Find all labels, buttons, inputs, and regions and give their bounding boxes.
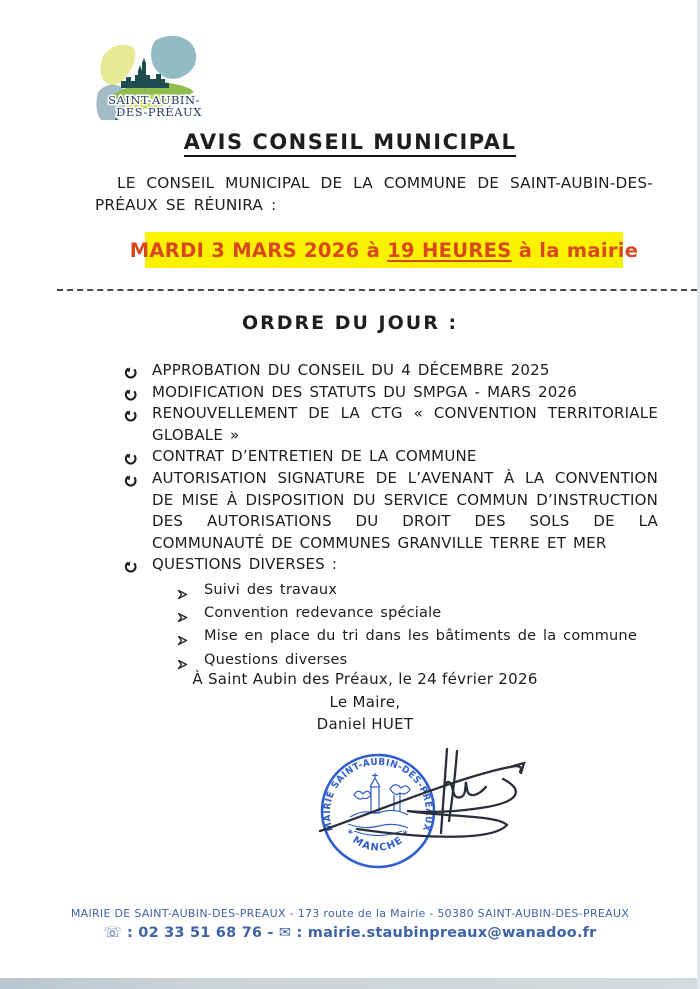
footer <box>0 906 700 944</box>
footer-colon: : <box>291 925 308 941</box>
logo-blob-teal <box>151 36 196 79</box>
agenda-subitem <box>176 625 658 648</box>
footer-colon: : <box>121 925 139 941</box>
scan-edge-bottom <box>0 978 700 989</box>
meeting-date-highlight <box>129 232 639 268</box>
agenda-item <box>122 403 658 446</box>
agenda-subitem-text: Convention redevance spéciale <box>204 605 442 622</box>
agenda-subitem-text: Mise en place du tri dans les bâtiments de la commune <box>204 628 637 645</box>
signatory-role: Le Maire, <box>329 692 401 711</box>
meeting-time: 19 HEURES <box>387 238 512 262</box>
agenda-item <box>122 554 658 671</box>
circular-arrow-bullet-icon <box>124 472 137 494</box>
agenda-item-text: MODIFICATION DES STATUTS DU SMPGA - MARS 2026 <box>152 382 577 401</box>
agenda-item <box>122 360 658 382</box>
agenda-item-text: RENOUVELLEMENT DE LA CTG « CONVENTION TERRITORIALE GLOBALE » <box>152 404 658 444</box>
stamp-center-drawing <box>348 773 410 836</box>
circular-arrow-bullet-icon <box>124 558 137 580</box>
stamp-arc-text: MAIRIE SAINT-AUBIN-DES-PRÉAUX <box>321 756 435 834</box>
logo-name-line1: SAINT-AUBIN- <box>108 93 200 107</box>
agenda-item <box>122 382 658 404</box>
footer-separator: - <box>262 925 279 941</box>
official-stamp-and-signature <box>298 737 560 887</box>
agenda-item-text: CONTRAT D’ENTRETIEN DE LA COMMUNE <box>152 447 477 466</box>
signatory-name: Daniel HUET <box>316 715 414 733</box>
circular-arrow-bullet-icon <box>124 407 137 429</box>
place-date-line: À Saint Aubin des Préaux, le 24 février 2026 <box>192 670 538 688</box>
agenda-subitem-text: Suivi des travaux <box>204 581 338 598</box>
intro-paragraph: LE CONSEIL MUNICIPAL DE LA COMMUNE DE SAINT-AUBIN-DES-PRÉAUX SE RÉUNIRA : <box>95 174 653 214</box>
agenda-subitem <box>176 579 658 602</box>
agenda-sublist <box>176 579 658 672</box>
footer-phone-number: 02 33 51 68 76 <box>138 925 263 941</box>
agenda-item <box>122 446 658 468</box>
dashed-separator <box>57 289 697 291</box>
agenda-item-text: QUESTIONS DIVERSES : <box>152 555 338 574</box>
footer-address: MAIRIE DE SAINT-AUBIN-DES-PREAUX - 173 route de la Mairie - 50380 SAINT-AUBIN-DES-PREAUX <box>70 907 630 920</box>
agenda-item-text: APPROBATION DU CONSEIL DU 4 DÉCEMBRE 2025 <box>152 361 550 379</box>
stamp-bottom-text: * MANCHE * <box>342 827 414 854</box>
meeting-place: à la mairie <box>511 238 639 262</box>
page-title: AVIS CONSEIL MUNICIPAL <box>184 130 517 157</box>
phone-icon: ☏ <box>103 925 122 941</box>
logo-name-line2: DES-PRÉAUX <box>116 105 202 119</box>
mail-icon: ✉ <box>278 925 292 941</box>
meeting-date-prefix: MARDI 3 MARS 2026 à <box>129 238 388 262</box>
agenda-subitem-text: Questions diverses <box>204 651 348 668</box>
footer-contact <box>0 922 700 944</box>
closing-block <box>30 668 700 736</box>
agenda-subitem <box>176 602 658 625</box>
agenda-item-text: AUTORISATION SIGNATURE DE L’AVENANT À LA CONVENTION DE MISE À DISPOSITION DU SERVICE COMMUN D’INSTRUCTION DES AUTORISATIONS DU DROIT DES SOLS DE LA COMMUNAUTÉ DE COMMUNES GRANVILLE TERRE ET MER <box>152 468 658 552</box>
commune-logo <box>93 32 211 120</box>
agenda-item <box>122 468 658 554</box>
agenda-list <box>122 360 658 672</box>
agenda-heading: ORDRE DU JOUR : <box>241 312 459 334</box>
footer-email: mairie.staubinpreaux@wanadoo.fr <box>307 925 597 941</box>
